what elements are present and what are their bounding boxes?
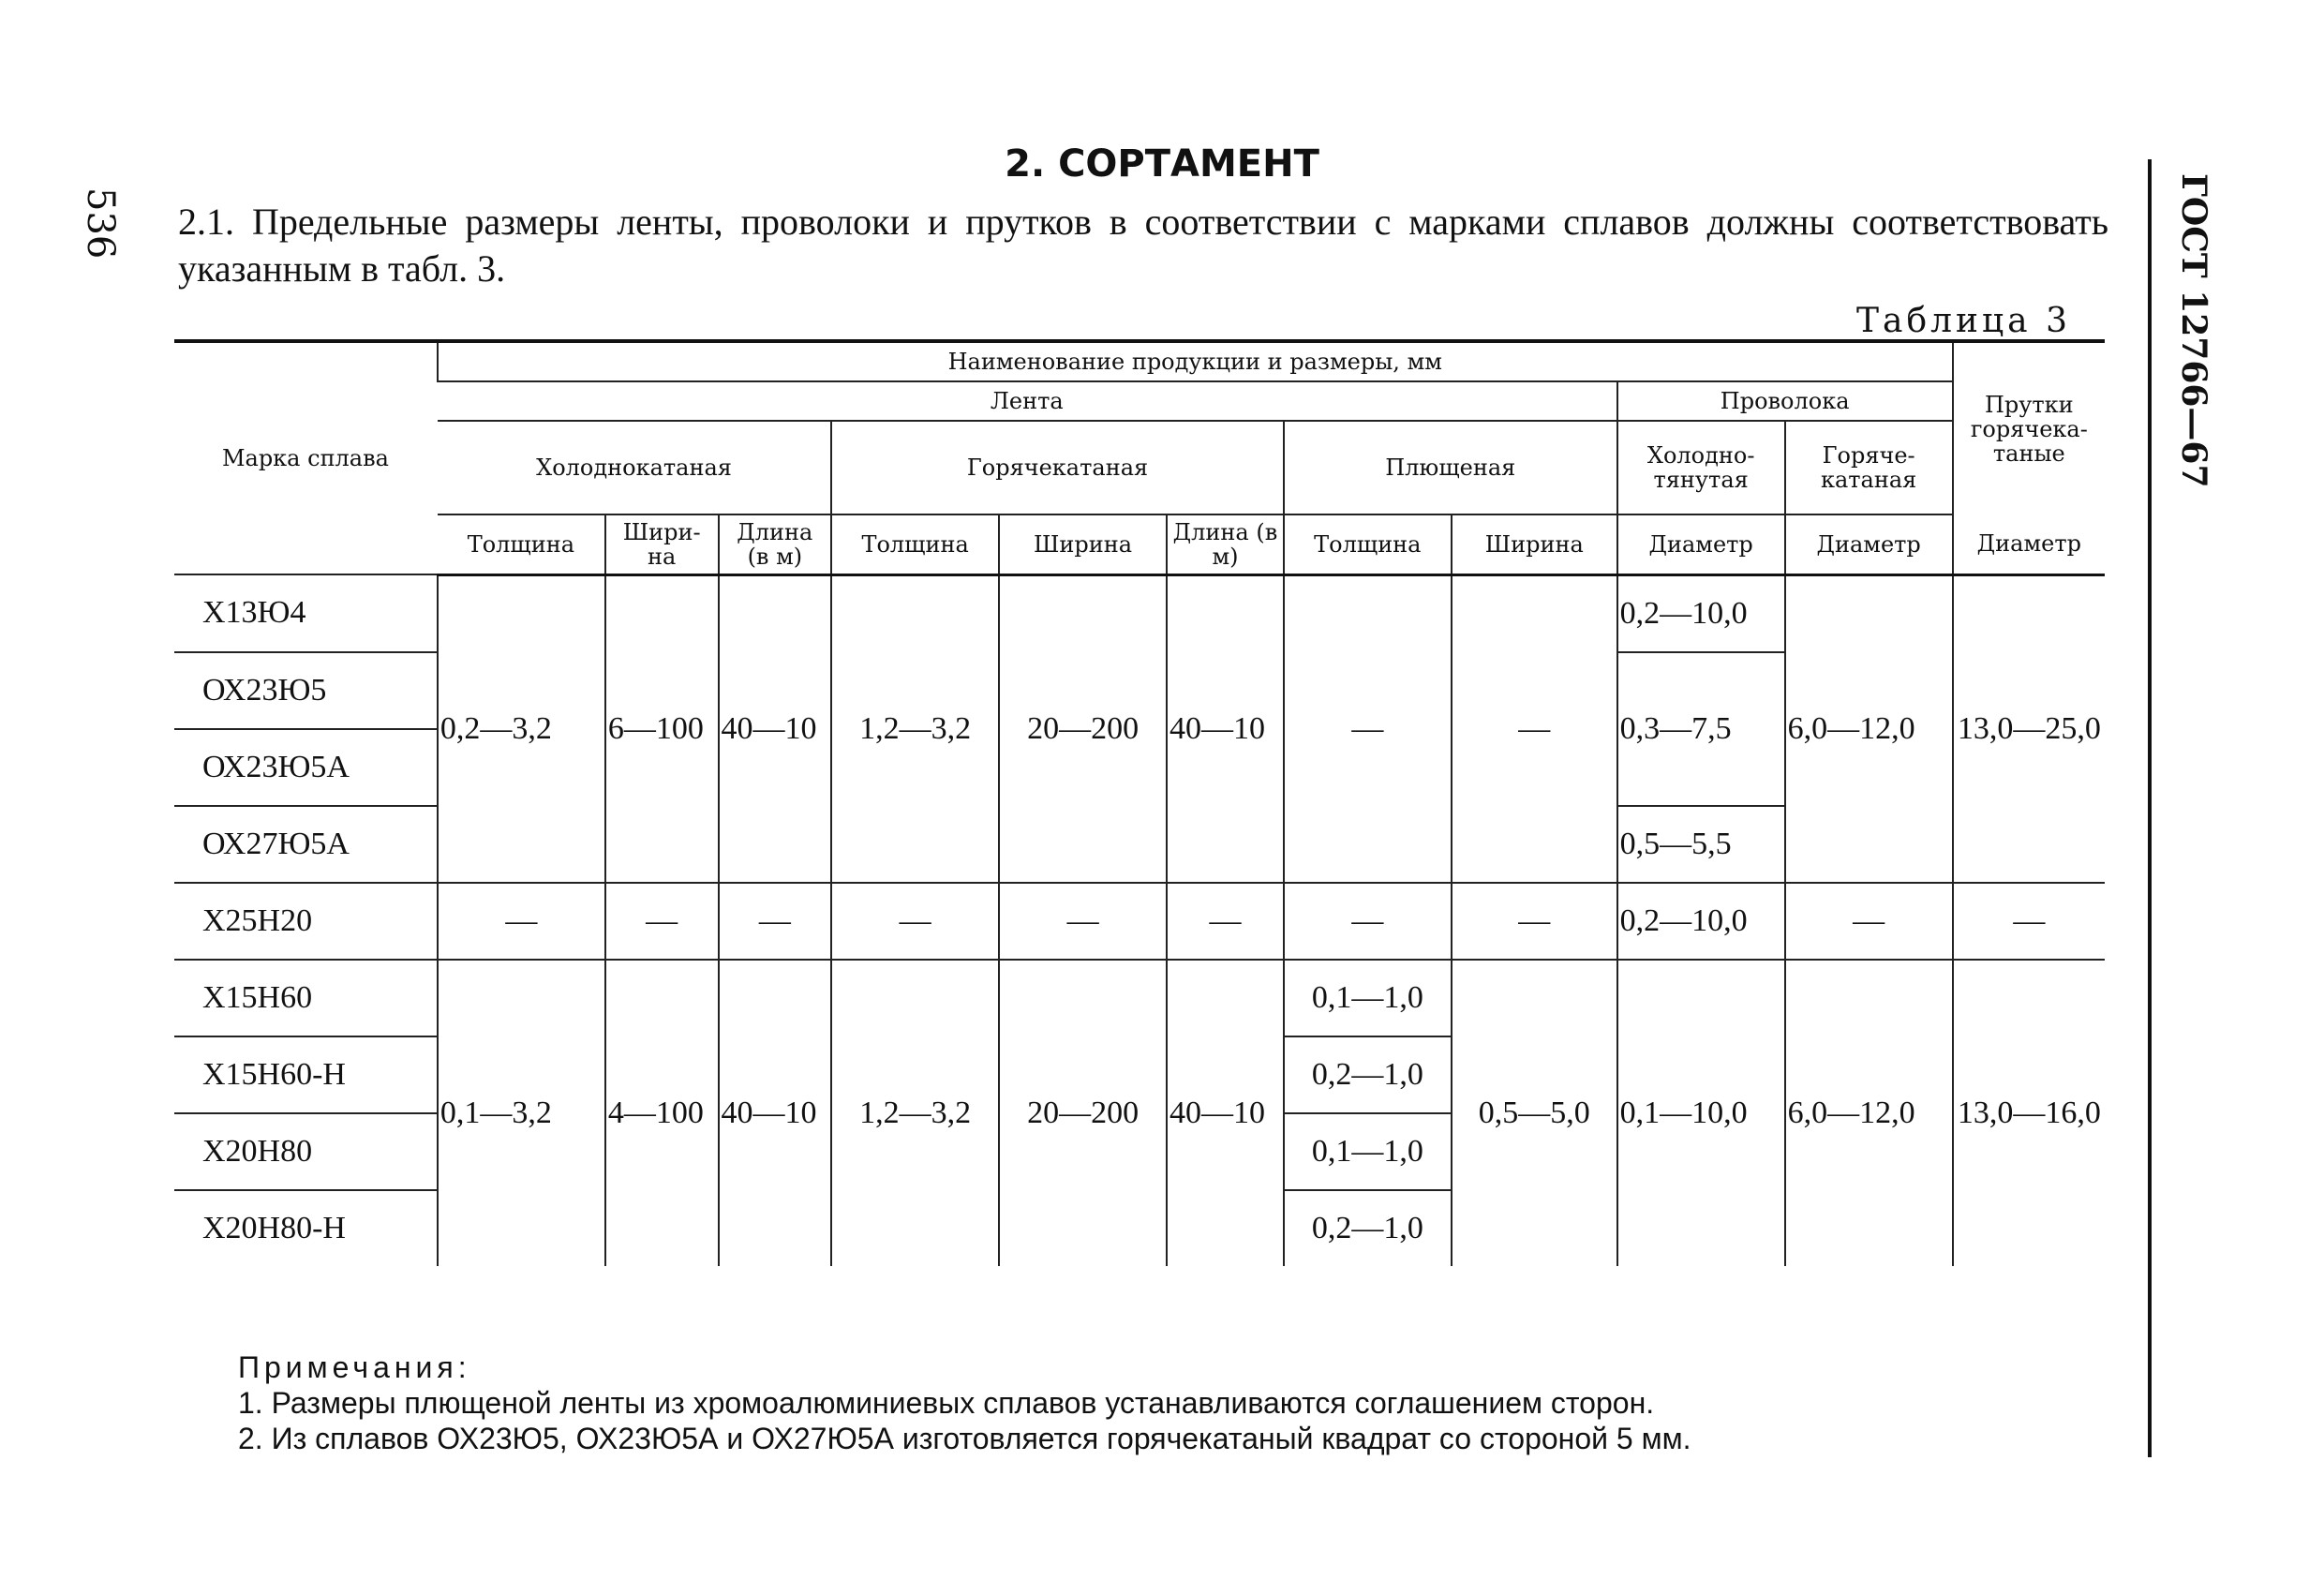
value-cell: 0,2—10,0 — [1617, 574, 1785, 652]
value-cell: 0,1—10,0 — [1617, 960, 1785, 1266]
tape-header: Лента — [438, 381, 1617, 421]
grade-cell: ОХ23Ю5А — [174, 729, 438, 806]
marka-header: Марка сплава — [174, 341, 438, 574]
value-cell: 0,2—3,2 — [438, 574, 605, 883]
value-cell: 0,2—10,0 — [1617, 883, 1785, 960]
grade-cell: Х20Н80-Н — [202, 1210, 346, 1245]
diameter-header: Диаметр — [1785, 514, 1953, 574]
value-cell: 0,3—7,5 — [1617, 652, 1785, 806]
grade-cell: ОХ23Ю5 — [174, 652, 438, 729]
note-item: 1. Размеры плющеной ленты из хромоалюминиевых сплавов устанавливаются соглашением сторон. — [238, 1386, 1655, 1420]
diameter-header: Диаметр — [1953, 514, 2105, 574]
value-cell: 20—200 — [999, 574, 1167, 883]
value-cell: — — [1167, 883, 1284, 960]
page-number: 536 — [79, 187, 122, 260]
length-header: Длина (в м) — [1167, 514, 1284, 574]
gost-side-label: ГОСТ 12766—67 — [2174, 173, 2213, 488]
value-cell: — — [999, 883, 1167, 960]
value-cell: — — [1452, 883, 1617, 960]
width-header: Ширина — [1452, 514, 1617, 574]
cold-drawn-header: Холодно-тянутая — [1617, 421, 1785, 514]
value-cell: 13,0—25,0 — [1953, 574, 2105, 883]
value-cell: 6,0—12,0 — [1785, 960, 1953, 1266]
intro-paragraph: 2.1. Предельные размеры ленты, проволоки и прутков в соответствии с марками сплавов должны соответствовать указанным в табл. 3. — [178, 201, 2108, 290]
value-cell: 0,1—1,0 — [1284, 1113, 1452, 1190]
value-cell: — — [438, 883, 605, 960]
value-cell: 0,2—1,0 — [1284, 1036, 1452, 1113]
value-cell: 4—100 — [605, 960, 719, 1266]
side-rule — [2148, 159, 2152, 1457]
grade-cell: Х15Н60-Н — [174, 1036, 438, 1113]
value-cell: — — [605, 883, 719, 960]
value-cell: 0,5—5,0 — [1452, 960, 1617, 1266]
flattened-header: Плющеная — [1284, 421, 1617, 514]
grade-cell: Х20Н80 — [174, 1113, 438, 1190]
value-cell: — — [1953, 883, 2105, 960]
grade-cell: Х13Ю4 — [174, 574, 438, 652]
hot-rolled-header: Горячекатаная — [831, 421, 1284, 514]
value-cell: — — [1284, 883, 1452, 960]
value-cell: 0,1—3,2 — [438, 960, 605, 1266]
table-row — [174, 883, 2105, 960]
grade-cell: Х25Н20 — [174, 883, 438, 960]
value-cell: — — [1284, 574, 1452, 883]
value-cell: 1,2—3,2 — [831, 574, 999, 883]
cold-rolled-header: Холоднокатаная — [438, 421, 831, 514]
value-cell: 40—10 — [719, 960, 832, 1266]
thickness-header: Толщина — [438, 514, 605, 574]
grade-cell: Х15Н60 — [174, 960, 438, 1036]
value-cell: — — [831, 883, 999, 960]
table-row — [174, 574, 2105, 652]
table-row — [174, 960, 2105, 1036]
value-cell: 6—100 — [605, 574, 719, 883]
value-cell: 13,0—16,0 — [1953, 960, 2105, 1266]
note-item: 2. Из сплавов ОХ23Ю5, ОХ23Ю5А и ОХ27Ю5А изготовляется горячекатаный квадрат со стороной 5 мм. — [238, 1422, 1691, 1455]
value-cell: 6,0—12,0 — [1785, 574, 1953, 883]
width-header: Шири-на — [605, 514, 719, 574]
thickness-header: Толщина — [1284, 514, 1452, 574]
hot-rolled-wire-header: Горяче-катаная — [1785, 421, 1953, 514]
width-header: Ширина — [999, 514, 1167, 574]
grades-table — [174, 339, 2105, 1266]
thickness-header: Толщина — [831, 514, 999, 574]
value-cell: 0,1—1,0 — [1284, 960, 1452, 1036]
value-cell: — — [1785, 883, 1953, 960]
table-label: Таблица 3 — [1856, 302, 2071, 340]
value-cell: — — [719, 883, 832, 960]
value-cell: 0,2—1,0 — [1284, 1190, 1452, 1266]
notes-title: Примечания: — [238, 1350, 471, 1384]
value-cell: 40—10 — [719, 574, 832, 883]
value-cell: — — [1452, 574, 1617, 883]
rods-header: Прутки горячека-таные — [1953, 341, 2105, 514]
product-header: Наименование продукции и размеры, мм — [438, 341, 1953, 381]
value-cell: 0,5—5,5 — [1617, 806, 1785, 883]
length-header: Длина (в м) — [719, 514, 832, 574]
section-heading: 2. СОРТАМЕНТ — [1005, 142, 1319, 186]
value-cell: 20—200 — [999, 960, 1167, 1266]
diameter-header: Диаметр — [1617, 514, 1785, 574]
value-cell: 1,2—3,2 — [831, 960, 999, 1266]
wire-header: Проволока — [1617, 381, 1953, 421]
value-cell: 40—10 — [1167, 574, 1284, 883]
value-cell: 40—10 — [1167, 960, 1284, 1266]
grade-cell: ОХ27Ю5А — [174, 806, 438, 883]
notes — [238, 1349, 1691, 1456]
